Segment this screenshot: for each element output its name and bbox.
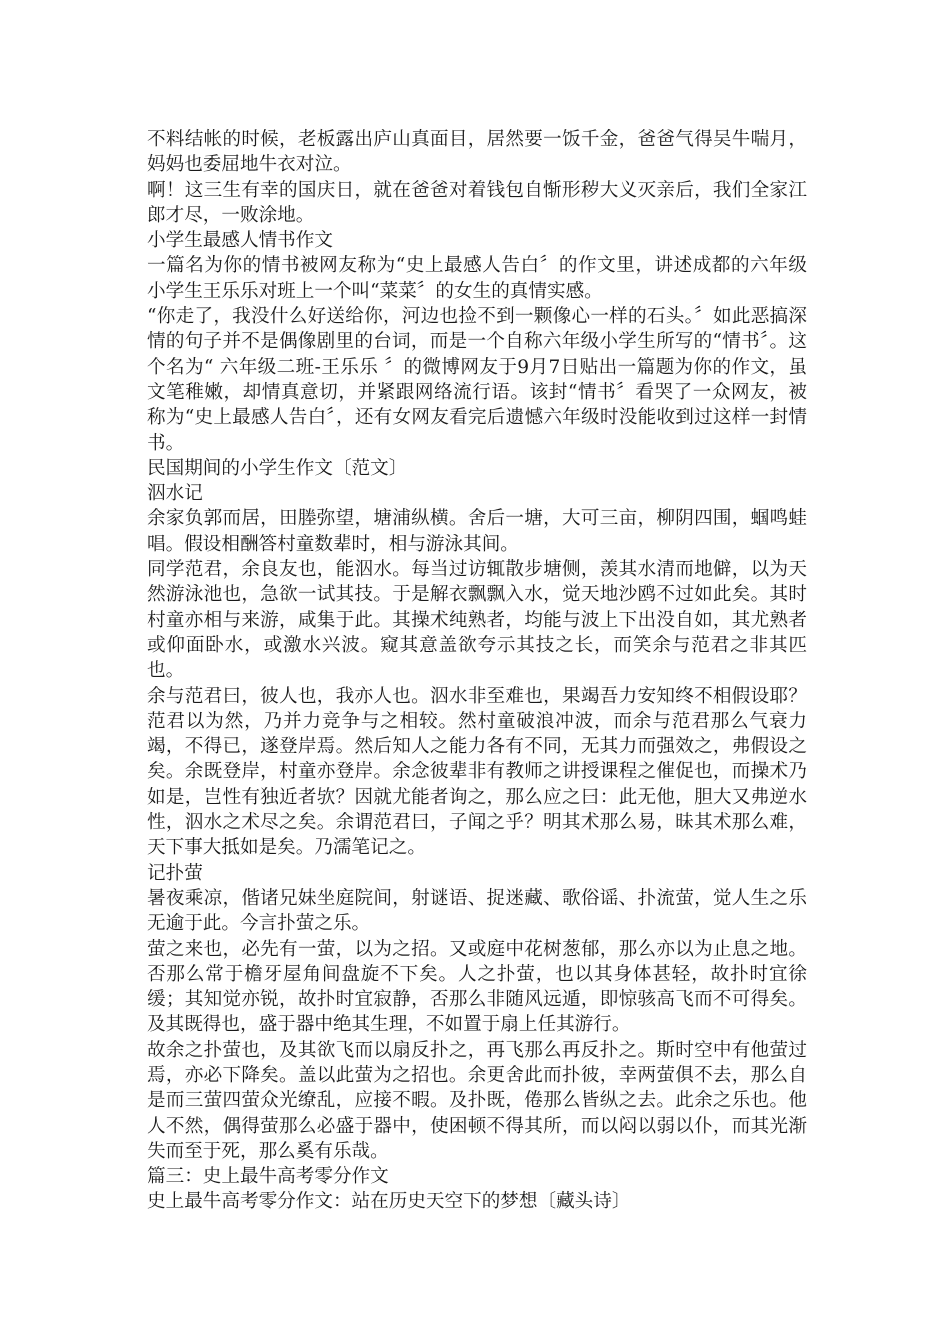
document-page [147,127,807,1215]
heading-republic-era: 民国期间的小学生作文〔范文〕 [147,457,408,479]
para-swimming-1: 余家负郭而居，田塍弥望，塘浦纵横。舍后一塘，大可三亩，柳阴四围，蝈鸣蛙唱。假设相酬答村童数辈时，相与游泳其间。 [147,508,807,555]
para-love-letter-intro: 一篇名为你的情书被网友称为“史上最感人告白〞的作文里，讲述成都的六年级小学生王乐乐对班上一个叫“菜菜〞的女生的真情实感。 [147,255,807,302]
para-love-letter-body: “你走了，我没什么好送给你，河边也捡不到一颗像心一样的石头。〞如此恶搞深情的句子并不是偶像剧里的台词，而是一个自称六年级小学生所写的“情书〞。这个名为“ 六年级二班-王乐乐 〞的微博网友于9月7日贴出一篇题为你的作文，虽文笔稚嫩，却情真意切，并紧跟网络流行语。该封“情书〞看哭了一众网友，被称为“史上最感人告白〞，还有女网友看完后遗憾六年级时没能收到过这样一封情书。 [147,306,807,454]
para-national-day: 啊！这三生有幸的国庆日，就在爸爸对着钱包自惭形秽大义灭亲后，我们全家江郎才尽，一败涂地。 [147,179,807,226]
para-swimming-2: 同学范君，余良友也，能泅水。每当过访辄散步塘侧，羡其水清而地僻，以为天然游泳池也，急欲一试其技。于是解衣飘飘入水，觉天地沙鸥不过如此矣。其时村童亦相与来游，咸集于此。其操术纯熟者，均能与波上下出没自如，其尤熟者或仰面卧水，或激水兴波。窥其意盖欲夸示其技之长，而笑余与范君之非其匹也。 [147,559,807,682]
para-fireflies-1: 暑夜乘凉，偕诸兄妹坐庭院间，射谜语、捉迷藏、歌俗谣、扑流萤，觉人生之乐无逾于此。今言扑萤之乐。 [147,887,807,935]
para-fireflies-3: 故余之扑萤也，及其欲飞而以扇反扑之，再飞那么再反扑之。斯时空中有他萤过焉，亦必下降矣。盖以此萤为之招也。余更舍此而扑彼，幸两萤俱不去，那么自是而三萤四萤众光缭乱，应接不暇。及扑既，倦那么皆纵之去。此余之乐也。他人不然，偶得萤那么必盛于器中，使困顿不得其所，而以闷以弱以仆，而其光渐失而至于死，那么奚有乐哉。 [147,1039,807,1162]
heading-love-letter: 小学生最感人情书作文 [147,230,333,252]
heading-swimming: 泅水记 [147,483,203,505]
heading-fireflies: 记扑萤 [147,862,203,884]
para-swimming-3: 余与范君曰，彼人也，我亦人也。泅水非至难也，果竭吾力安知终不相假设耶？范君以为然，乃并力竞争与之相较。然村童破浪冲波，而余与范君那么气衰力竭，不得已，遂登岸焉。然后知人之能力各有不同，无其力而强效之，弗假设之矣。余既登岸，村童亦登岸。余念彼辈非有教师之讲授课程之催促也，而操术乃如是，岂性有独近者欤？因就尤能者询之，那么应之曰：此无他，胆大又弗逆水性，泅水之术尽之矣。余谓范君曰，子闻之乎？明其术那么易，昧其术那么难，天下事大抵如是矣。乃濡笔记之。 [147,685,807,859]
heading-part-three: 篇三：史上最牛高考零分作文 [147,1166,389,1188]
para-bill-dinner: 不料结帐的时候，老板露出庐山真面目，居然要一饭千金，爸爸气得吴牛喘月，妈妈也委屈地牛衣对泣。 [147,129,807,176]
para-fireflies-2: 萤之来也，必先有一萤，以为之招。又或庭中花树葱郁，那么亦以为止息之地。否那么常于檐牙屋角间盘旋不下矣。人之扑萤，也以其身体甚轻，故扑时宜徐缓；其知觉亦锐，故扑时宜寂静，否那么非随风远遁，即惊骇高飞而不可得矣。及其既得也，盛于器中绝其生理，不如置于扇上任其游行。 [147,938,807,1036]
heading-acrostic: 史上最牛高考零分作文：站在历史天空下的梦想〔藏头诗〕 [147,1191,631,1213]
